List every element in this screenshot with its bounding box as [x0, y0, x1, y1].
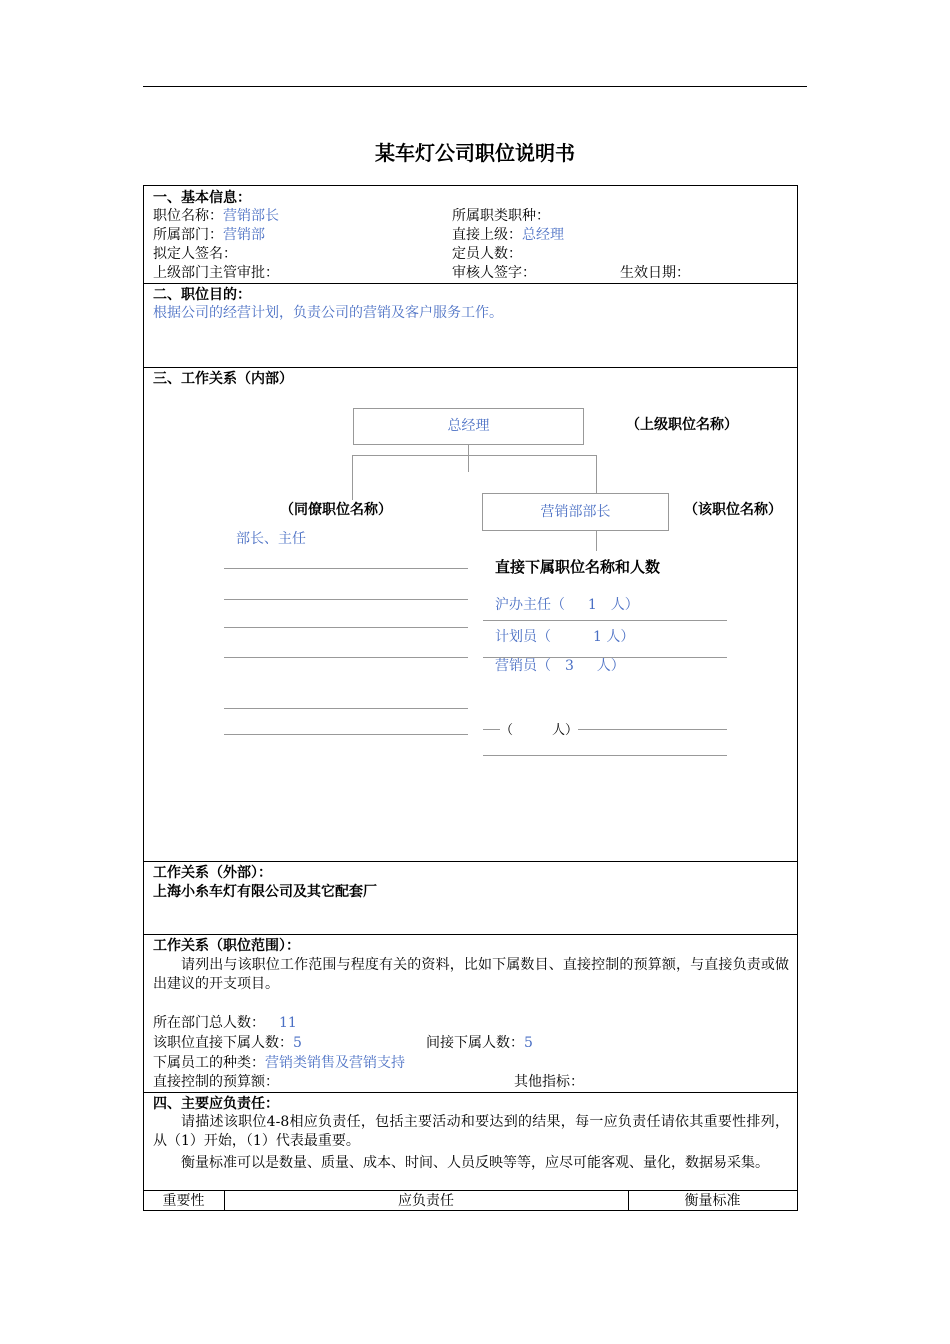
duties-instruction-1: 请描述该职位4-8相应负责任，包括主要活动和要达到的结果，每一应负责任请依其重要性排列，从（1）开始，（1）代表最重要。	[153, 1114, 789, 1149]
peer-line-3	[224, 627, 468, 628]
purpose-heading: 二、职位目的：	[153, 287, 251, 303]
superior-caption: （上级职位名称）	[626, 417, 738, 433]
row-sep-1	[143, 283, 797, 284]
subordinate-line-4	[483, 755, 727, 756]
peer-line-5	[224, 708, 468, 709]
peer-caption: （同僚职位名称）	[280, 502, 392, 518]
org-connector-left	[352, 455, 353, 500]
table-right-border	[797, 185, 798, 1211]
col-measure: 衡量标准	[684, 1193, 741, 1209]
direct-sub-label: 该职位直接下属人数：	[153, 1035, 293, 1051]
headcount-label: 定员人数：	[452, 246, 522, 262]
table-left-border	[143, 185, 144, 1211]
peer-line-1	[224, 568, 468, 569]
purpose-text: 根据公司的经营计划，负责公司的营销及客户服务工作。	[153, 305, 503, 321]
self-connector-down	[596, 531, 597, 551]
basic-heading: 一、基本信息：	[153, 190, 251, 206]
dept-total-row	[153, 1014, 297, 1033]
direct-superior-value: 总经理	[522, 227, 564, 243]
subordinate-item: 营销员（ 3 人）	[495, 658, 625, 674]
peer-line-4	[224, 657, 468, 658]
org-connector-horizontal	[352, 455, 596, 456]
subordinate-line-1	[483, 620, 727, 621]
sub-types-value: 营销类销售及营销支持	[265, 1055, 405, 1071]
department-value: 营销部	[223, 227, 265, 243]
external-heading: 工作关系（外部）：	[153, 865, 272, 881]
direct-sub-value: 5	[293, 1035, 302, 1051]
row-sep-5	[143, 1092, 797, 1093]
effective-date-label: 生效日期：	[620, 265, 690, 281]
org-connector-down	[468, 445, 469, 472]
col-responsibility: 应负责任	[398, 1193, 454, 1209]
peer-line-2	[224, 599, 468, 600]
row-sep-6	[143, 1190, 797, 1191]
department-label: 所属部门：	[153, 227, 223, 243]
direct-superior-row	[452, 226, 564, 245]
dept-head-label: 上级部门主管审批：	[153, 265, 279, 281]
col-importance: 重要性	[162, 1193, 205, 1209]
superior-box: 总经理	[353, 408, 584, 445]
row-sep-2	[143, 367, 797, 368]
duties-heading: 四、主要应负责任：	[153, 1096, 279, 1112]
sub-types-row	[153, 1054, 405, 1073]
row-sep-4	[143, 934, 797, 935]
indirect-sub-value: 5	[524, 1035, 533, 1051]
internal-heading: 三、工作关系（内部）	[153, 371, 293, 387]
indirect-sub-row	[426, 1034, 533, 1053]
self-caption: （该职位名称）	[684, 502, 782, 518]
self-box: 营销部部长	[482, 493, 669, 531]
other-label: 其他指标：	[514, 1074, 584, 1090]
budget-label: 直接控制的预算额：	[153, 1074, 279, 1090]
peer-line-6	[224, 734, 468, 735]
position-name-value: 营销部长	[223, 208, 279, 224]
sub-types-label: 下属员工的种类：	[153, 1055, 265, 1071]
page-title: 某车灯公司职位说明书	[375, 141, 575, 165]
dept-total-label: 所在部门总人数：	[153, 1015, 265, 1031]
blank-subordinate-entry: （ 人）	[500, 723, 579, 738]
external-text: 上海小糸车灯有限公司及其它配套厂	[153, 884, 377, 900]
header-rule	[143, 86, 807, 87]
job-family-label: 所属职类职种：	[452, 208, 550, 224]
reviewer-label: 审核人签字：	[452, 265, 536, 281]
subordinates-heading: 直接下属职位名称和人数	[495, 558, 661, 576]
dept-total-value: 11	[279, 1015, 297, 1031]
indirect-sub-label: 间接下属人数：	[426, 1035, 524, 1051]
direct-sub-row	[153, 1034, 302, 1053]
drafter-label: 拟定人签名：	[153, 246, 237, 262]
peers-value: 部长、主任	[236, 531, 306, 547]
subordinate-item: 沪办主任（ 1 人）	[495, 597, 639, 613]
table-top-border	[143, 185, 797, 186]
scope-instruction: 请列出与该职位工作范围与程度有关的资料，比如下属数目、直接控制的预算额，与直接负责或做出建议的开支项目。	[153, 957, 789, 992]
department-row	[153, 226, 265, 245]
row-sep-3	[143, 861, 797, 862]
direct-superior-label: 直接上级：	[452, 227, 522, 243]
position-name-row	[153, 207, 279, 226]
duties-instruction-2: 衡量标准可以是数量、质量、成本、时间、人员反映等等，应尽可能客观、量化，数据易采集。	[181, 1155, 769, 1171]
scope-heading: 工作关系（职位范围）：	[153, 938, 300, 954]
subordinate-item: 计划员（ 1 人）	[495, 629, 635, 645]
org-connector-right	[596, 455, 597, 493]
position-name-label: 职位名称：	[153, 208, 223, 224]
